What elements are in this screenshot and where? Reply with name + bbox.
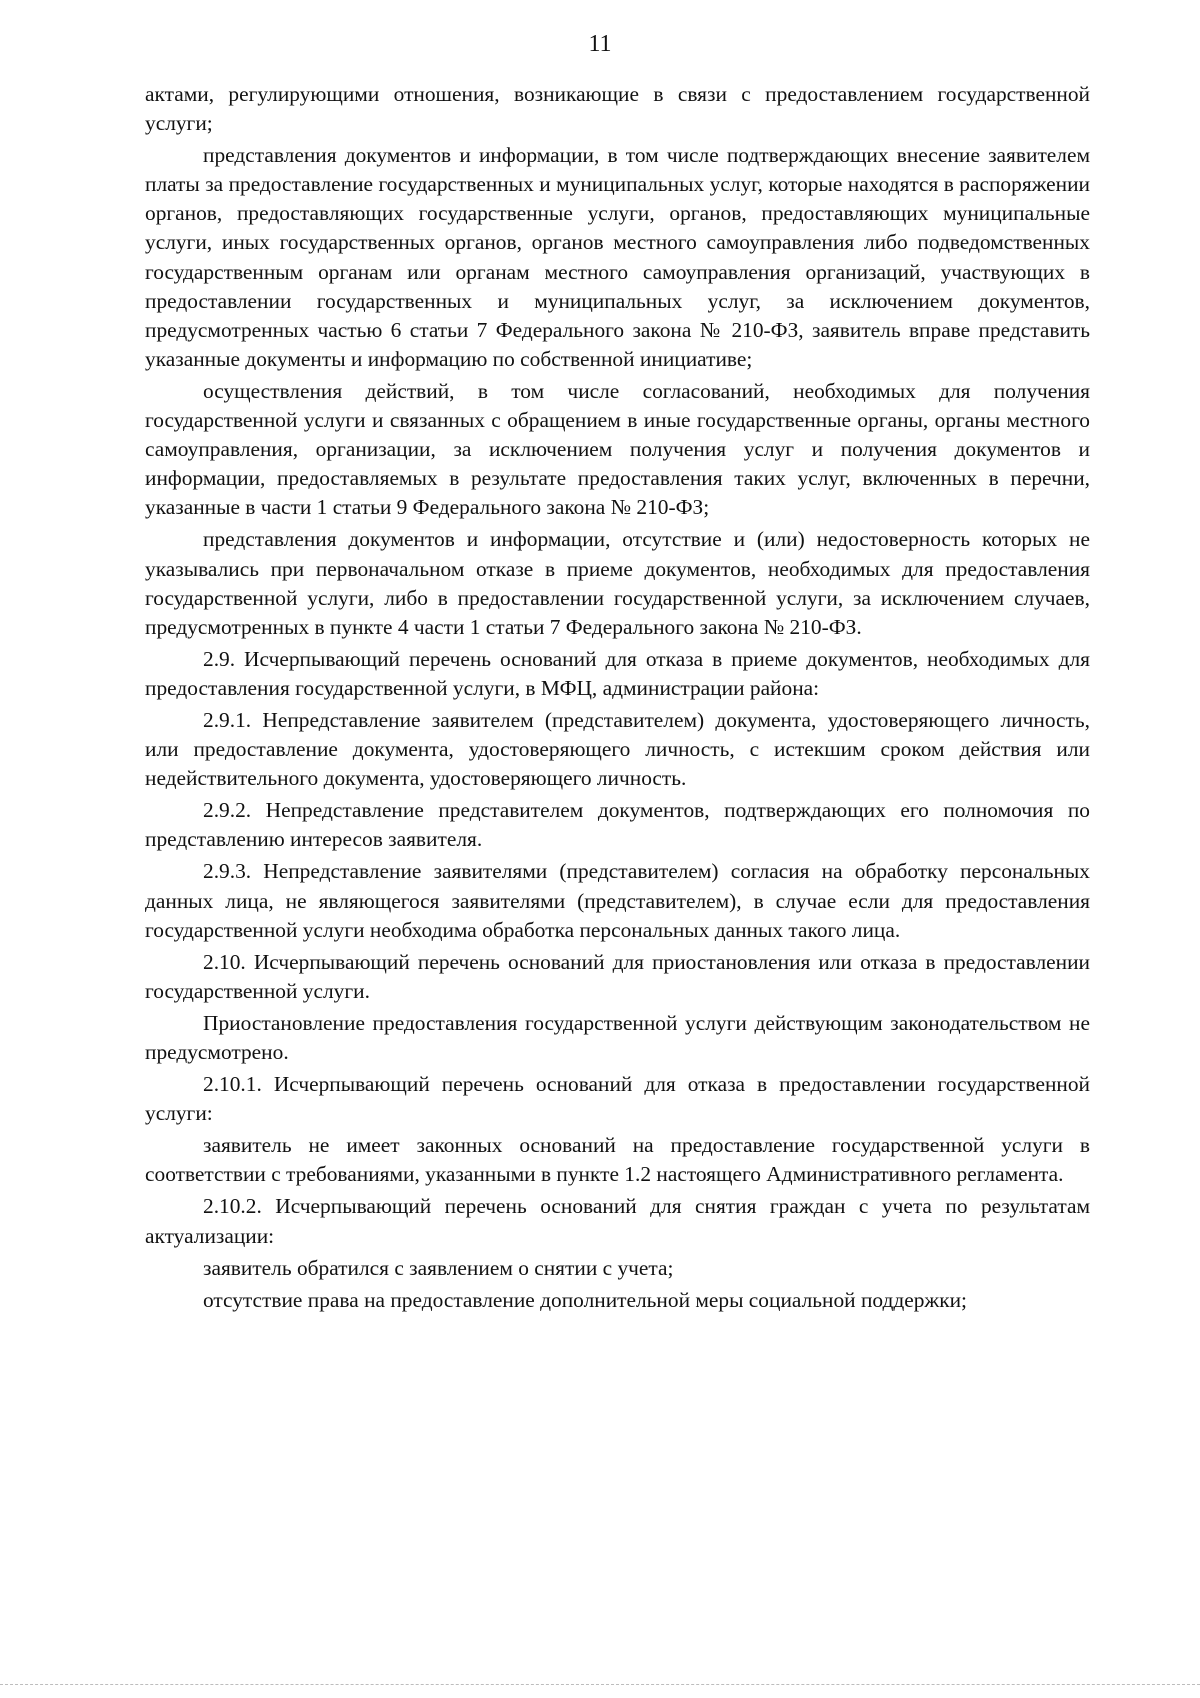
paragraph-no-legal-grounds: заявитель не имеет законных оснований на предоставление государственной услуги в соответствии с требованиями, указанными в пункте 1.2 настоящего Административного регламента. (145, 1133, 1090, 1187)
scan-edge-line (0, 1684, 1200, 1685)
clause-2-9-3: 2.9.3. Непредставление заявителями (представителем) согласия на обработку персональных данных лица, не являющегося заявителями (представителем), в случае если для предоставления государственной услуги необходима обработка персональных данных такого лица. (145, 859, 1090, 942)
section-2-10-heading: 2.10. Исчерпывающий перечень оснований для приостановления или отказа в предоставлении государственной услуги. (145, 949, 1090, 1003)
clause-2-9-2: 2.9.2. Непредставление представителем документов, подтверждающих его полномочия по представлению интересов заявителя. (145, 798, 1090, 852)
paragraph-suspension-not-provided: Приостановление предоставления государственной услуги действующим законодательством не предусмотрено. (145, 1010, 1090, 1064)
clause-2-9-1: 2.9.1. Непредставление заявителем (представителем) документа, удостоверяющего личность, или предоставление документа, удостоверяющего личность, с истекшим сроком действия или недействительного документа, удостоверяющего личность. (145, 707, 1090, 791)
clause-2-10-2: 2.10.2. Исчерпывающий перечень оснований для снятия граждан с учета по результатам актуализации: (145, 1194, 1090, 1248)
paragraph-actions-approvals: осуществления действий, в том числе согласований, необходимых для получения государственной услуги и связанных с обращением в иные государственные органы, органы местного самоуправления, организации, за исключением получения услуг и получения документов и информации, предоставляемых в результате предоставления таких услуг, включенных в перечни, указанные в части 1 статьи 9 Федерального закона № 210-ФЗ; (145, 378, 1090, 520)
paragraph-documents-in-possession: представления документов и информации, в том числе подтверждающих внесение заявителем платы за предоставление государственных и муниципальных услуг, которые находятся в распоряжении органов, предоставляющих государственные услуги, органов, предоставляющих муниципальные услуги, иных государственных органов, органов местного самоуправления либо подведомственных государственным органам или органам местного самоуправления организаций, участвующих в предоставлении государственных и муниципальных услуг, за исключением документов, предусмотренных частью 6 статьи 7 Федерального закона № 210-ФЗ, заявитель вправе представить указанные документы и информацию по собственной инициативе; (145, 143, 1090, 371)
section-2-9-heading: 2.9. Исчерпывающий перечень оснований для отказа в приеме документов, необходимых для предоставления государственной услуги, в МФЦ, администрации района: (145, 646, 1090, 700)
clause-2-10-1: 2.10.1. Исчерпывающий перечень оснований для отказа в предоставлении государственной услуги: (145, 1072, 1090, 1126)
paragraph-legal-acts-continuation: актами, регулирующими отношения, возникающие в связи с предоставлением государственной услуги; (145, 82, 1090, 136)
paragraph-application-for-removal: заявитель обратился с заявлением о снятии с учета; (203, 1255, 674, 1280)
paragraph-no-right-to-support: отсутствие права на предоставление дополнительной меры социальной поддержки; (203, 1287, 967, 1312)
page-number: 11 (588, 31, 612, 57)
document-body (145, 80, 1090, 1318)
paragraph-documents-not-indicated: представления документов и информации, отсутствие и (или) недостоверность которых не указывались при первоначальном отказе в приеме документов, необходимых для предоставления государственной услуги, либо в предоставлении государственной услуги, за исключением случаев, предусмотренных в пункте 4 части 1 статьи 7 Федерального закона № 210-ФЗ. (145, 527, 1090, 639)
